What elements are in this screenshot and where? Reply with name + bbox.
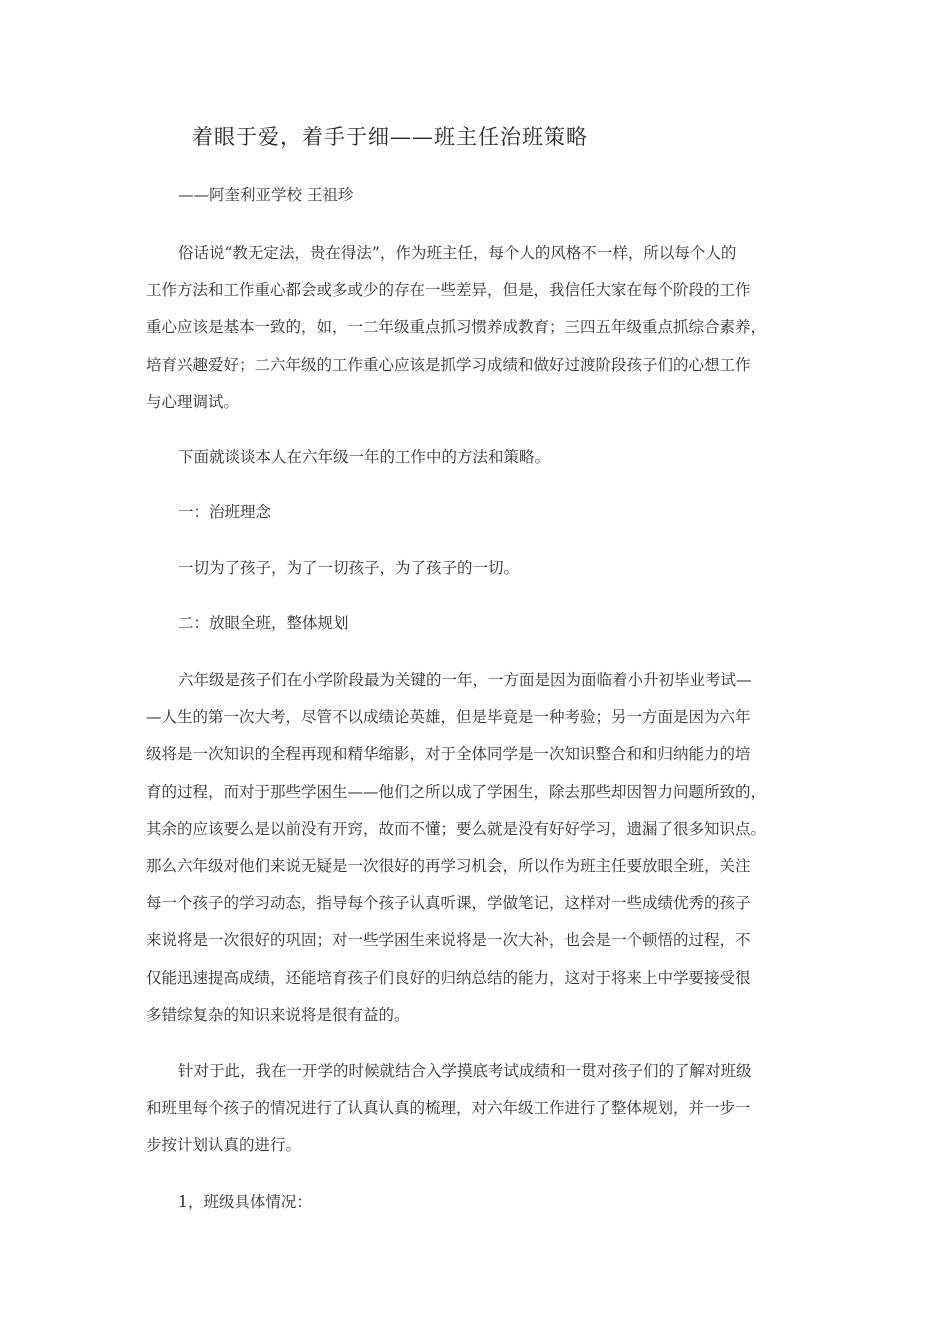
paragraph-planning-action: [146, 1053, 806, 1165]
paragraph-line: —人生的第一次大考，尽管不以成绩论英雄，但是毕竟是一种考验；另一方面是因为六年: [146, 708, 751, 727]
section-heading-class-situation: 1，班级具体情况：: [178, 1193, 312, 1211]
paragraph-line: 和班里每个孩子的情况进行了认真认真的梳理，对六年级工作进行了整体规划，并一步一: [146, 1099, 751, 1118]
paragraph-line: 步按计划认真的进行。: [146, 1136, 302, 1155]
section-heading-philosophy: 一：治班理念: [178, 503, 272, 521]
paragraph-line: 育的过程，而对于那些学困生——他们之所以成了学困生，除去那些却因智力问题所致的，: [146, 782, 767, 801]
author-byline: ——阿奎利亚学校 王祖珍: [178, 186, 354, 204]
paragraph-line: 那么六年级对他们来说无疑是一次很好的再学习机会，所以作为班主任要放眼全班，关注: [146, 856, 751, 875]
paragraph-line: 多错综复杂的知识来说将是很有益的。: [146, 1005, 410, 1024]
document-title: 着眼于爱，着手于细——班主任治班策略: [192, 125, 588, 149]
paragraph-methods-intro: 下面就谈谈本人在六年级一年的工作中的方法和策略。: [178, 448, 551, 466]
paragraph-line: 每一个孩子的学习动态，指导每个孩子认真听课，学做笔记，这样对一些成绩优秀的孩子: [146, 894, 751, 913]
paragraph-intro: [146, 235, 806, 421]
paragraph-line: 六年级是孩子们在小学阶段最为关键的一年，一方面是因为面临着小升初毕业考试—: [178, 671, 752, 689]
paragraph-line: 重心应该是基本一致的，如，一二年级重点抓习惯养成教育；三四五年级重点抓综合素养，: [146, 318, 767, 337]
paragraph-line: 俗话说“教无定法，贵在得法”，作为班主任，每个人的风格不一样，所以每个人的: [178, 244, 737, 262]
philosophy-text: 一切为了孩子，为了一切孩子，为了孩子的一切。: [178, 559, 520, 577]
paragraph-line: 来说将是一次很好的巩固；对一些学困生来说将是一次大补，也会是一个顿悟的过程，不: [146, 931, 751, 950]
paragraph-line: 培育兴趣爱好；二六年级的工作重心应该是抓学习成绩和做好过渡阶段孩子们的心想工作: [146, 355, 751, 374]
paragraph-line: 级将是一次知识的全程再现和精华缩影，对于全体同学是一次知识整合和和归纳能力的培: [146, 745, 751, 764]
paragraph-line: 工作方法和工作重心都会或多或少的存在一些差异，但是，我信任大家在每个阶段的工作: [146, 281, 751, 300]
paragraph-line: 与心理调试。: [146, 392, 240, 411]
section-heading-planning: 二：放眼全班，整体规划: [178, 614, 349, 632]
paragraph-line: 其余的应该要么是以前没有开窍，故而不懂；要么就是没有好好学习，遗漏了很多知识点。: [146, 819, 767, 838]
paragraph-line: 仅能迅速提高成绩，还能培育孩子们良好的归纳总结的能力，这对于将来上中学要接受很: [146, 968, 751, 987]
paragraph-grade-six: [146, 662, 806, 1034]
paragraph-line: 针对于此，我在一开学的时候就结合入学摸底考试成绩和一贯对孩子们的了解对班级: [178, 1062, 752, 1080]
